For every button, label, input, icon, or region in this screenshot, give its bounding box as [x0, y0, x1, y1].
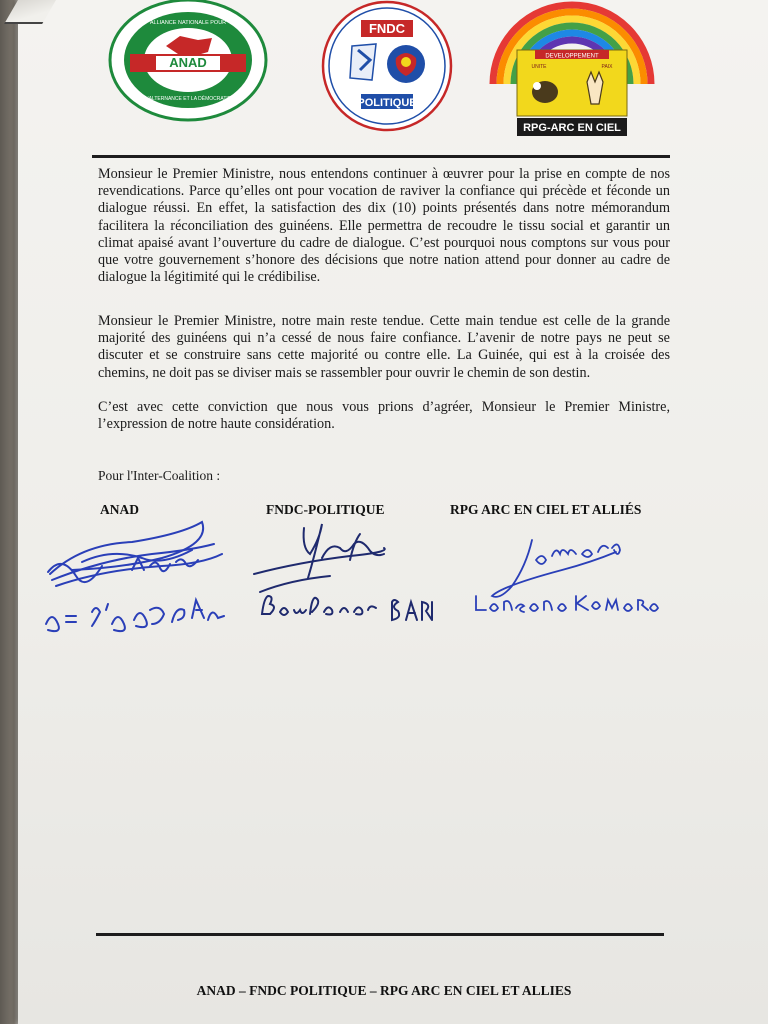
- svg-text:L'ALTERNANCE ET LA DÉMOCRATIE: L'ALTERNANCE ET LA DÉMOCRATIE: [144, 96, 232, 102]
- signoff-line: Pour l'Inter-Coalition :: [98, 468, 221, 483]
- header-rule: [92, 155, 670, 158]
- rpg-arc-en-ciel-logo: [487, 0, 657, 138]
- signature-anad: [42, 514, 232, 644]
- footer-coalition-line: ANAD – FNDC POLITIQUE – RPG ARC EN CIEL ET ALLIES: [196, 983, 572, 998]
- svg-text:FNDC: FNDC: [368, 21, 406, 36]
- svg-text:DEVELOPPEMENT: DEVELOPPEMENT: [545, 53, 599, 60]
- fndc-politique-logo: [320, 0, 454, 134]
- svg-text:ANAD: ANAD: [169, 55, 207, 70]
- svg-text:PAIX: PAIX: [601, 64, 613, 70]
- body-paragraph-1: Monsieur le Premier Ministre, nous entendons continuer à œuvrer pour la prise en compte de nos revendications. Parce qu’elles ont pour vocation de raviver la confiance qui précède et féconde un dialogue réussi. En effet, la satisfaction des dix (10) points présentés dans notre mémorandum facilitera la réconciliation des guinéens. Elle permettra de recoudre le tissu social et garantir un climat apaisé avant l’ouverture du cadre de dialogue. C’est pourquoi nous comptons sur vous pour que votre gouvernement s’honore des décisions que notre nation attend pour donner au cadre de dialogue la légitimité qui le crédibilise.: [98, 166, 670, 286]
- signatory-rpg-heading: RPG ARC EN CIEL ET ALLIÉS: [450, 502, 642, 517]
- signatory-anad-heading: ANAD: [100, 502, 139, 517]
- svg-text:UNITE: UNITE: [531, 64, 547, 70]
- footer-rule: [96, 933, 664, 936]
- svg-text:POLITIQUE: POLITIQUE: [357, 97, 417, 109]
- signature-rpg: [472, 536, 662, 626]
- anad-logo: [108, 0, 268, 124]
- body-paragraph-3: C’est avec cette conviction que nous vous prions d’agréer, Monsieur le Premier Ministre, l’expression de notre haute considération.: [98, 399, 670, 433]
- signatory-fndc-heading: FNDC-POLITIQUE: [266, 502, 385, 517]
- signature-fndc: [250, 518, 440, 628]
- svg-text:RPG-ARC EN CIEL: RPG-ARC EN CIEL: [523, 122, 621, 134]
- body-paragraph-2: Monsieur le Premier Ministre, notre main reste tendue. Cette main tendue est celle de la grande majorité des guinéens qui n’a cessé de nous faire confiance. L’avenir de notre pays ne peut se discuter et se construire sans cette majorité ou contre elle. La Guinée, qui est à la croisée des chemins, ne doit pas se diviser mais se rassembler pour ouvrir le chemin de son destin.: [98, 313, 670, 381]
- svg-text:ALLIANCE NATIONALE POUR: ALLIANCE NATIONALE POUR: [149, 20, 227, 26]
